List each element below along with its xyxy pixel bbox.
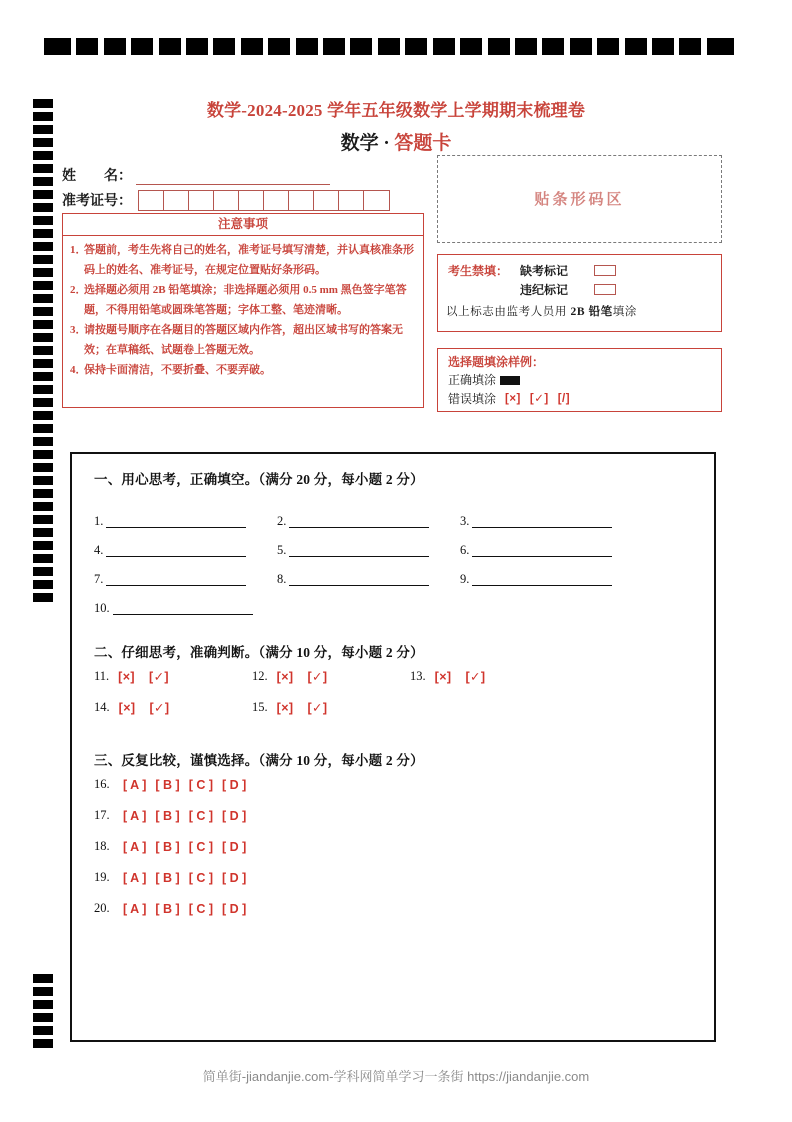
timing-mark: [652, 38, 674, 55]
choice-number: 17.: [94, 808, 110, 822]
choice-row: [94, 893, 714, 924]
fill-sample-title: 选择题填涂样例：: [448, 355, 545, 369]
blank-number: 8.: [277, 572, 287, 586]
blank-answer-line[interactable]: [289, 514, 429, 528]
timing-mark: [350, 38, 372, 55]
judge-number: 15.: [252, 700, 268, 714]
barcode-paste-area: [437, 155, 722, 243]
timing-mark: [33, 450, 53, 459]
choice-option-bubble[interactable]: [ A ]: [123, 901, 147, 916]
timing-mark: [33, 489, 53, 498]
notice-item: [70, 281, 414, 320]
choice-option-bubble[interactable]: [ B ]: [155, 777, 180, 792]
timing-mark: [515, 38, 537, 55]
blank-item: [94, 601, 277, 615]
timing-mark: [76, 38, 98, 55]
timing-mark: [33, 294, 53, 303]
choice-option-bubble[interactable]: [ B ]: [155, 839, 180, 854]
blank-number: 4.: [94, 543, 104, 557]
choice-option-bubble[interactable]: [ B ]: [155, 870, 180, 885]
notice-item: [70, 361, 414, 381]
timing-mark: [33, 515, 53, 524]
timing-mark: [33, 385, 53, 394]
timing-mark: [159, 38, 181, 55]
choice-option-bubble[interactable]: [ D ]: [222, 808, 247, 823]
exam-id-cell[interactable]: [339, 191, 364, 210]
exam-id-cell[interactable]: [239, 191, 264, 210]
judge-option-bubble[interactable]: [✓]: [307, 701, 328, 715]
timing-mark: [33, 1039, 53, 1048]
judge-option-bubble[interactable]: [×]: [118, 700, 136, 715]
timing-mark: [213, 38, 235, 55]
judge-number: 13.: [410, 669, 426, 683]
choice-number: 19.: [94, 870, 110, 884]
blank-answer-line[interactable]: [472, 514, 612, 528]
judge-row: [94, 661, 714, 692]
choice-option-bubble[interactable]: [ C ]: [188, 808, 213, 823]
notice-item-number: 1．: [70, 244, 87, 256]
exam-id-cell[interactable]: [364, 191, 389, 210]
judge-option-bubble[interactable]: [✓]: [149, 701, 170, 715]
timing-mark: [33, 1000, 53, 1009]
timing-mark: [33, 554, 53, 563]
timing-mark: [33, 567, 53, 576]
timing-marks-left: [33, 99, 53, 606]
blank-item: [460, 572, 643, 586]
blank-row: [94, 528, 714, 557]
timing-mark: [33, 987, 53, 996]
judge-option-bubble[interactable]: [✓]: [307, 670, 328, 684]
exam-id-cell[interactable]: [164, 191, 189, 210]
choice-number: 18.: [94, 839, 110, 853]
timing-mark: [33, 346, 53, 355]
blank-row: [94, 586, 714, 615]
timing-mark: [268, 38, 290, 55]
exam-id-boxes[interactable]: [138, 190, 390, 211]
timing-marks-left-bottom: [33, 974, 53, 1052]
choice-grid: [94, 769, 714, 924]
name-input-line[interactable]: [136, 168, 330, 185]
exam-id-cell[interactable]: [214, 191, 239, 210]
blank-item: [94, 572, 277, 586]
timing-mark: [33, 476, 53, 485]
timing-mark: [241, 38, 263, 55]
blank-number: 9.: [460, 572, 470, 586]
timing-mark: [597, 38, 619, 55]
violation-mark-label: 违纪标记: [520, 283, 569, 297]
notice-item-text: 选择题必须用 2B 铅笔填涂；非选择题必须用 0.5 mm 黑色签字笔答题，不得用铅笔或圆珠笔答题；字体工整、笔迹清晰。: [84, 284, 407, 316]
timing-mark: [33, 1013, 53, 1022]
notice-item-number: 3．: [70, 324, 87, 336]
blank-number: 1.: [94, 514, 104, 528]
timing-mark: [33, 242, 53, 251]
footer-watermark: 简单街-jiandanjie.com-学科网简单学习一条街 https://jiandanjie.com: [202, 1069, 590, 1084]
blank-answer-line[interactable]: [289, 543, 429, 557]
blank-item: [94, 543, 277, 557]
choice-option-bubble[interactable]: [ C ]: [188, 839, 213, 854]
barcode-area-label: 贴条形码区: [534, 192, 625, 208]
blank-item: [460, 514, 643, 528]
timing-mark: [323, 38, 345, 55]
choice-option-bubble[interactable]: [ C ]: [188, 870, 213, 885]
correct-fill-swatch: [500, 376, 520, 385]
choice-row: [94, 862, 714, 893]
timing-mark: [460, 38, 482, 55]
exam-id-cell[interactable]: [139, 191, 164, 210]
wrong-fill-example-2: [✓]: [529, 393, 549, 405]
choice-number: 20.: [94, 901, 110, 915]
timing-mark: [33, 307, 53, 316]
timing-mark: [33, 974, 53, 983]
timing-mark: [33, 398, 53, 407]
choice-option-bubble[interactable]: [ D ]: [222, 839, 247, 854]
timing-mark: [33, 359, 53, 368]
blank-row: [94, 499, 714, 528]
student-name-row: [62, 161, 422, 185]
timing-mark: [33, 593, 53, 602]
timing-mark: [186, 38, 208, 55]
choice-row: [94, 769, 714, 800]
timing-mark: [44, 38, 71, 55]
section-2-heading: 二、仔细思考，准确判断。（满分 10 分，每小题 2 分）: [94, 645, 424, 660]
notice-item-text: 答题前，考生先将自己的姓名，准考证号填写清楚，并认真核准条形码上的姓名、准考证号，在规定位置贴好条形码。: [84, 244, 414, 276]
notice-item-text: 保持卡面清洁，不要折叠、不要弄破。: [84, 364, 271, 376]
choice-option-bubble[interactable]: [ A ]: [123, 777, 147, 792]
timing-mark: [33, 281, 53, 290]
section-1-heading: 一、用心思考，正确填空。（满分 20 分，每小题 2 分）: [94, 472, 424, 487]
notice-title: 注意事项: [63, 214, 423, 236]
timing-mark: [433, 38, 455, 55]
judge-grid: [94, 661, 714, 723]
wrong-fill-example-1: [×]: [505, 393, 521, 405]
blank-answer-line[interactable]: [106, 514, 246, 528]
section-3-heading: 三、反复比较，谨慎选择。（满分 10 分，每小题 2 分）: [94, 753, 424, 768]
timing-mark: [33, 229, 53, 238]
choice-option-bubble[interactable]: [ A ]: [123, 870, 147, 885]
judge-item: [410, 669, 568, 684]
judge-item: [94, 669, 252, 684]
exam-id-cell[interactable]: [289, 191, 314, 210]
judge-row: [94, 692, 714, 723]
wrong-fill-label: 错误填涂: [448, 392, 497, 406]
fill-blank-grid: [94, 499, 714, 615]
violation-mark-checkbox[interactable]: [594, 284, 616, 295]
timing-mark: [542, 38, 564, 55]
timing-mark: [33, 1026, 53, 1035]
forbidden-note: [446, 303, 721, 319]
blank-item: [277, 572, 460, 586]
judge-option-bubble[interactable]: [×]: [118, 669, 135, 684]
timing-mark: [33, 177, 53, 186]
timing-mark: [33, 190, 53, 199]
choice-number: 16.: [94, 777, 110, 791]
timing-mark: [33, 502, 53, 511]
blank-answer-line[interactable]: [472, 543, 612, 557]
judge-option-bubble[interactable]: [×]: [276, 669, 294, 684]
wrong-fill-example-3: [/]: [557, 393, 571, 405]
blank-answer-line[interactable]: [106, 572, 246, 586]
blank-number: 3.: [460, 514, 470, 528]
timing-mark: [33, 216, 53, 225]
blank-row: [94, 557, 714, 586]
blank-item: [460, 543, 643, 557]
blank-number: 2.: [277, 514, 287, 528]
absent-mark-label: 缺考标记: [520, 264, 569, 278]
timing-mark: [33, 437, 53, 446]
notice-item: [70, 321, 414, 360]
timing-mark: [104, 38, 126, 55]
subject-label: 数学: [340, 133, 379, 154]
blank-item: [277, 514, 460, 528]
timing-mark: [33, 333, 53, 342]
choice-option-bubble[interactable]: [ D ]: [222, 870, 247, 885]
timing-mark: [378, 38, 400, 55]
title-separator: ·: [383, 133, 390, 154]
timing-mark: [33, 372, 53, 381]
timing-mark: [33, 424, 53, 433]
notice-item: [70, 241, 414, 280]
violation-mark-row: [448, 280, 721, 299]
sheet-type-label: 答题卡: [394, 133, 452, 154]
timing-mark: [33, 164, 53, 173]
notice-box: [62, 213, 424, 408]
choice-row: [94, 800, 714, 831]
choice-option-bubble[interactable]: [ B ]: [155, 901, 180, 916]
choice-option-bubble[interactable]: [ C ]: [188, 777, 213, 792]
exam-id-cell[interactable]: [189, 191, 214, 210]
timing-mark: [625, 38, 647, 55]
exam-id-cell[interactable]: [314, 191, 339, 210]
timing-mark: [296, 38, 318, 55]
judge-item: [252, 669, 410, 684]
blank-number: 5.: [277, 543, 287, 557]
judge-option-bubble[interactable]: [✓]: [465, 670, 486, 684]
correct-fill-label: 正确填涂: [448, 373, 497, 387]
judge-number: 11.: [94, 669, 110, 683]
blank-answer-line[interactable]: [113, 601, 253, 615]
choice-option-bubble[interactable]: [ C ]: [188, 901, 213, 916]
forbidden-marks-box: [437, 254, 722, 332]
timing-mark: [131, 38, 153, 55]
blank-answer-line[interactable]: [472, 572, 612, 586]
blank-answer-line[interactable]: [289, 572, 429, 586]
timing-mark: [33, 203, 53, 212]
notice-item-number: 2．: [70, 284, 87, 296]
choice-option-bubble[interactable]: [ A ]: [123, 808, 147, 823]
choice-option-bubble[interactable]: [ A ]: [123, 839, 147, 854]
name-label: 姓 名：: [62, 169, 132, 184]
judge-item: [94, 700, 252, 715]
fill-sample-box: [437, 348, 722, 412]
absent-mark-row: [448, 261, 721, 280]
timing-mark: [33, 463, 53, 472]
notice-item-text: 请按题号顺序在各题目的答题区域内作答，超出区域书写的答案无效；在草稿纸、试题卷上答题无效。: [84, 324, 403, 356]
blank-number: 10.: [94, 601, 110, 615]
blank-item: [277, 543, 460, 557]
timing-mark: [33, 580, 53, 589]
timing-mark: [33, 268, 53, 277]
choice-option-bubble[interactable]: [ D ]: [222, 901, 247, 916]
timing-mark: [33, 411, 53, 420]
notice-item-number: 4．: [70, 364, 87, 376]
blank-number: 6.: [460, 543, 470, 557]
timing-marks-top: [44, 38, 734, 55]
fill-sample-correct-row: [448, 371, 721, 390]
timing-mark: [570, 38, 592, 55]
judge-number: 14.: [94, 700, 110, 714]
timing-mark: [33, 320, 53, 329]
choice-option-bubble[interactable]: [ D ]: [222, 777, 247, 792]
blank-number: 7.: [94, 572, 104, 586]
forbidden-title: 考生禁填：: [448, 264, 509, 278]
timing-mark: [707, 38, 734, 55]
page-title: 数学-2024-2025 学年五年级数学上学期期末梳理卷: [206, 101, 586, 120]
forbidden-note-suffix: 填涂: [612, 306, 637, 318]
timing-mark: [33, 541, 53, 550]
blank-answer-line[interactable]: [106, 543, 246, 557]
blank-item: [94, 514, 277, 528]
judge-section: [94, 641, 714, 723]
notice-item-list: [63, 236, 423, 381]
timing-mark: [33, 528, 53, 537]
timing-mark: [679, 38, 701, 55]
judge-option-bubble[interactable]: [×]: [276, 700, 294, 715]
choice-option-bubble[interactable]: [ B ]: [155, 808, 180, 823]
sheet-subtitle: [0, 128, 792, 155]
judge-option-bubble[interactable]: [✓]: [149, 670, 169, 684]
choice-row: [94, 831, 714, 862]
choice-section: [94, 749, 714, 924]
exam-id-row: [62, 188, 422, 212]
judge-item: [252, 700, 410, 715]
forbidden-note-prefix: 以上标志由监考人员用: [446, 306, 571, 318]
judge-number: 12.: [252, 669, 268, 683]
exam-id-cell[interactable]: [264, 191, 289, 210]
absent-mark-checkbox[interactable]: [594, 265, 616, 276]
exam-id-label: 准考证号：: [62, 194, 132, 209]
fill-sample-wrong-row: [448, 390, 721, 409]
answer-region: [70, 452, 716, 1042]
judge-option-bubble[interactable]: [×]: [434, 669, 452, 684]
forbidden-note-bold: 2B 铅笔: [570, 306, 613, 318]
timing-mark: [488, 38, 510, 55]
timing-mark: [33, 255, 53, 264]
timing-mark: [405, 38, 427, 55]
